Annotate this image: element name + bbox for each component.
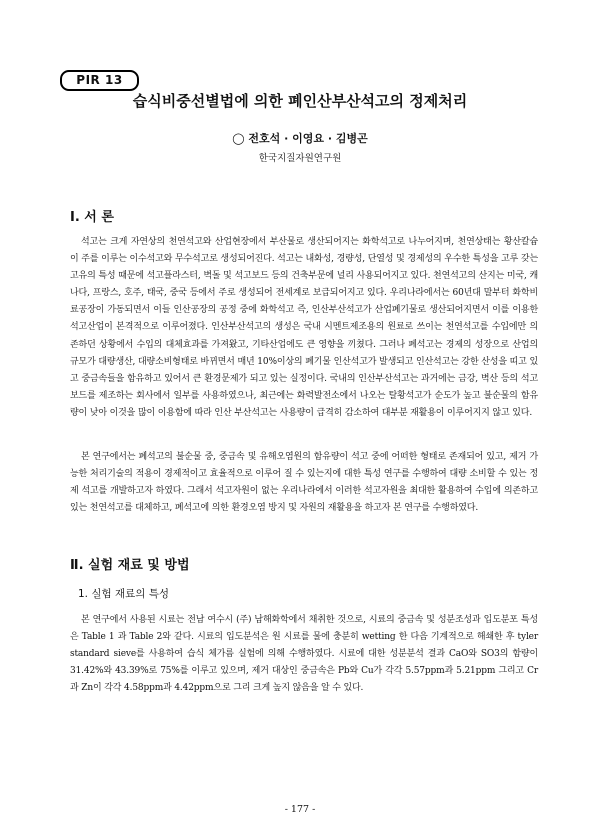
affiliation: 한국지질자원연구원	[258, 153, 342, 164]
author-list: ◯ 전호석 · 이영요 · 김병곤	[232, 132, 368, 145]
session-badge: PIR 13	[60, 70, 139, 91]
section-heading-methods: Ⅱ. 실험 재료 및 방법	[70, 558, 190, 573]
intro-paragraph-1: 석고는 크게 자연상의 천연석고와 산업현장에서 부산물로 생산되어지는 화학석고로 나누어지며, 천연상태는 황산칼슘이 주를 이루는 이수석고와 무수석고로 생성되어진다. 석고는 내화성, 경량성, 단열성 및 경제성의 우수한 특성을 고루 갖는 고유의 특성 때문에 석고플라스터, 벽돌 및 석고보드 등의 건축부문에 널리 사용되어지고 있다. 천연석고의 산지는 미국, 캐나다, 프랑스, 호주, 태국, 중국 등에서 주로 생성되어 전세계로 보급되어지고 있다. 우리나라에서는 60년대 말부터 화학비료공장이 가동되면서 이들 인산공장의 공정 중에 화학석고 즉, 인산부산석고가 산업폐기물로 생산되어지면서 이를 이용한 석고산업이 본격적으로 이루어졌다. 인산부산석고의 생성은 국내 시멘트제조용의 원료로 쓰이는 천연석고를 수입에만 의존하던 상황에서 수입의 대체효과를 가져왔고, 기타산업에도 큰 영향을 끼쳤다. 그러나 폐석고는 경제의 성장으로 산업의 규모가 대량생산, 대량소비형태로 바뀌면서 매년 10%이상의 폐기물 인산석고가 발생되고 인산석고는 강한 산성을 띠고 있고 중금속들을 함유하고 있어서 큰 환경문제가 되고 있는 실정이다. 국내의 인산부산석고는 과거에는 금강, 벽산 등의 석고보드를 제조하는 회사에서 일부를 사용하였으나, 최근에는 화력발전소에서 나오는 탈황석고가 순도가 높고 불순물의 함유량이 낮아 이것을 많이 이용함에 따라 인산 부산석고는 사용량이 급격히 감소하여 대부분 재활용이 이루어지지 않고 있다.	[70, 237, 538, 418]
section-heading-introduction: Ⅰ. 서 론	[70, 210, 114, 225]
paper-title: 습식비중선별법에 의한 폐인산부산석고의 정제처리	[132, 92, 468, 110]
page-number: - 177 -	[284, 804, 316, 815]
intro-paragraph-2: 본 연구에서는 폐석고의 불순물 중, 중금속 및 유해오염원의 함유량이 석고 중에 어떠한 형태로 존재되어 있고, 제거 가능한 처리기술의 적용이 경제적이고 효율적으로 이루어 질 수 있는지에 대한 특성 연구를 수행하여 대량 소비할 수 있는 정제 석고를 개발하고자 하였다. 그래서 석고자원이 없는 우리나라에서 이러한 석고자원을 최대한 활용하여 수입에 의존하고 있는 천연석고를 대체하고, 폐석고에 의한 환경오염 방지 및 자원의 재활용을 하고자 본 연구를 수행하였다.	[70, 452, 538, 514]
subsection-heading-materials: 1. 실험 재료의 특성	[78, 588, 170, 600]
methods-paragraph-1: 본 연구에서 사용된 시료는 전남 여수시 (주) 남해화학에서 채취한 것으로, 시료의 중금속 및 성분조성과 입도분포 특성은 Table 1 과 Table 2와 같다. 시료의 입도분석은 원 시료를 물에 충분히 wetting 한 다음 기계적으로 해쇄한 후 tyler standard sieve를 사용하여 습식 체가름 실험에 의해 수행하였다. 시료에 대한 성분분석 결과 CaO와 SO3의 함량이 31.42%와 43.39%로 75%를 이루고 있으며, 제거 대상인 중금속은 Pb와 Cu가 각각 5.57ppm과 5.21ppm 그리고 Cr과 Zn이 각각 4.58ppm과 4.42ppm으로 그리 크게 높지 않음을 알 수 있다.	[70, 615, 538, 694]
